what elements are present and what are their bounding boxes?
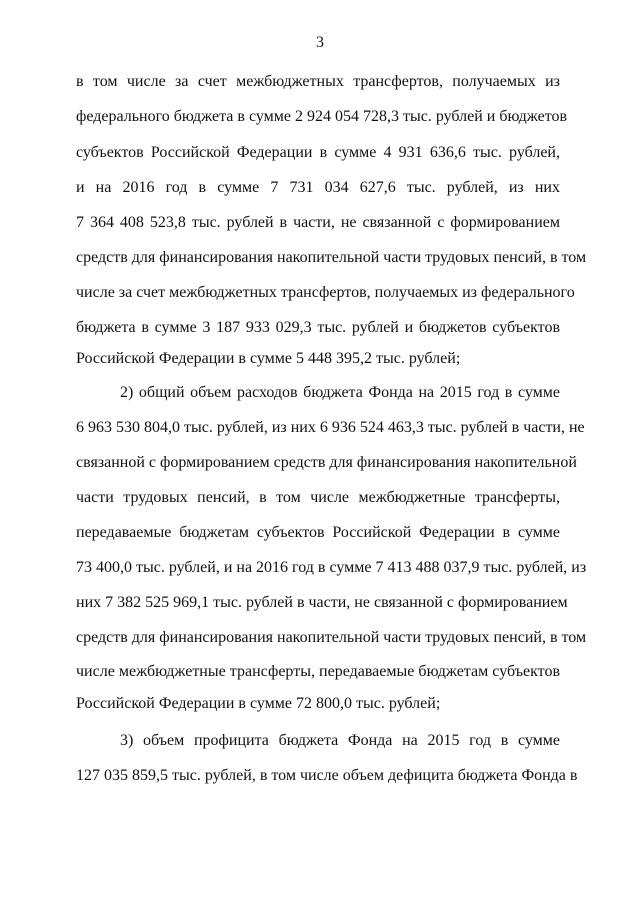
text-line: 7 364 408 523,8 тыс. рублей в части, не связанной с формированием (76, 214, 560, 231)
text-line: части трудовых пенсий, в том числе межбюджетные трансферты, (76, 489, 560, 506)
text-line: 73 400,0 тыс. рублей, и на 2016 год в сумме 7 413 488 037,9 тыс. рублей, из (76, 559, 587, 576)
text-line: них 7 382 525 969,1 тыс. рублей в части, не связанной с формированием (76, 594, 568, 611)
paragraph-2-start: 2) общий объем расходов бюджета Фонда на 2015 год в сумме (120, 384, 560, 401)
text-line: связанной с формированием средств для финансирования накопительной (76, 454, 577, 471)
text-line: средств для финансирования накопительной части трудовых пенсий, в том (76, 629, 587, 646)
text-line: и на 2016 год в сумме 7 731 034 627,6 тыс. рублей, из них (76, 179, 560, 196)
text-line: числе за счет межбюджетных трансфертов, получаемых из федерального (76, 284, 575, 301)
text-line: в том числе за счет межбюджетных трансфертов, получаемых из (76, 73, 560, 90)
text-line: 6 963 530 804,0 тыс. рублей, из них 6 936 524 463,3 тыс. рублей в части, не (76, 419, 585, 436)
paragraph-3-start: 3) объем профицита бюджета Фонда на 2015 год в сумме (120, 732, 560, 749)
text-line: бюджета в сумме 3 187 933 029,3 тыс. рублей и бюджетов субъектов (76, 319, 560, 336)
text-line: Российской Федерации в сумме 72 800,0 тыс. рублей; (76, 695, 441, 712)
text-line: средств для финансирования накопительной части трудовых пенсий, в том (76, 249, 587, 266)
text-line: Российской Федерации в сумме 5 448 395,2 тыс. рублей; (76, 350, 461, 367)
text-line: передаваемые бюджетам субъектов Российской Федерации в сумме (76, 524, 560, 541)
text-line: 127 035 859,5 тыс. рублей, в том числе объем дефицита бюджета Фонда в (76, 767, 578, 784)
page-number: 3 (316, 34, 324, 51)
text-line: федерального бюджета в сумме 2 924 054 728,3 тыс. рублей и бюджетов (76, 108, 568, 125)
text-line: числе межбюджетные трансферты, передаваемые бюджетам субъектов (76, 663, 560, 680)
text-line: субъектов Российской Федерации в сумме 4 931 636,6 тыс. рублей, (76, 144, 560, 161)
